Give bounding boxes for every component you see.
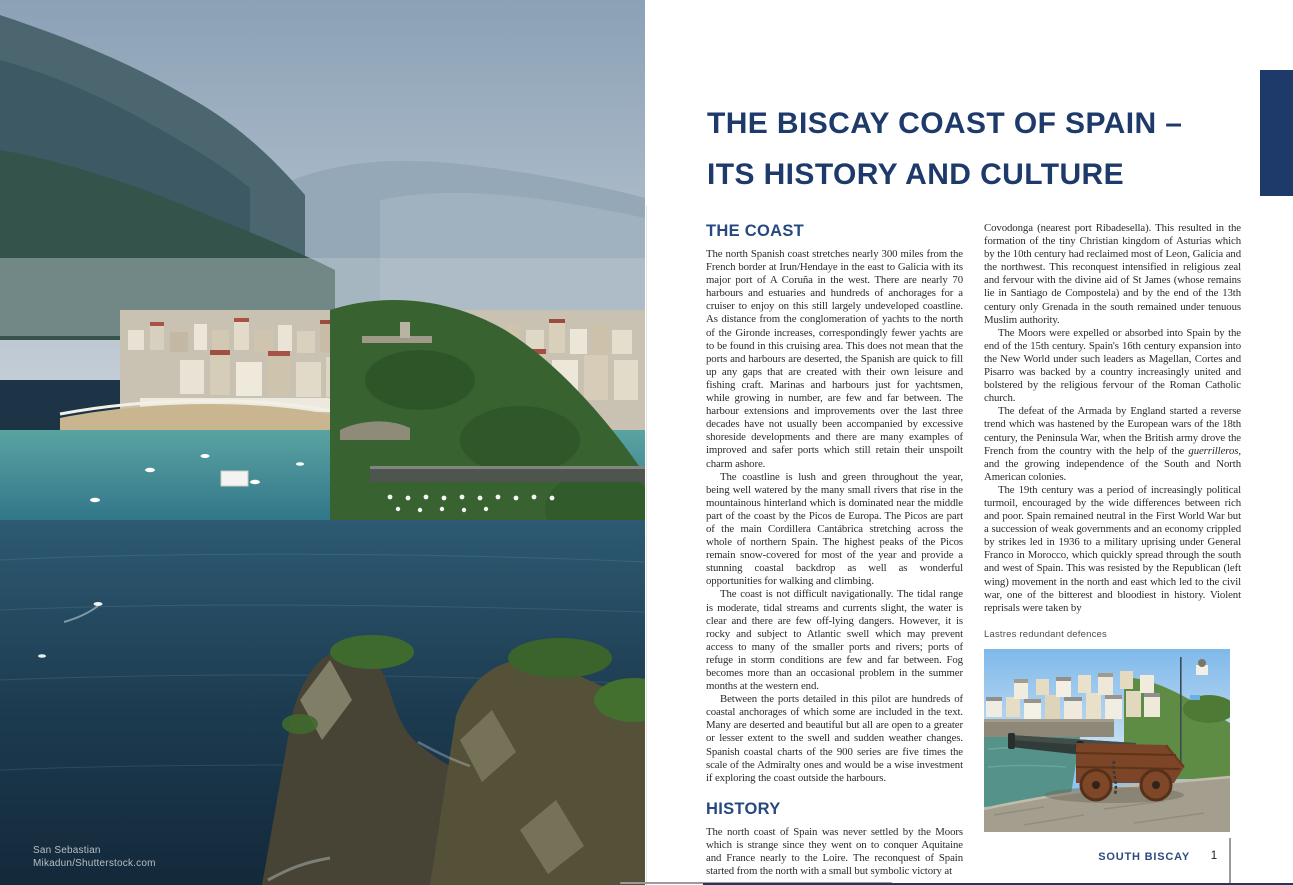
- page-title-line1: THE BISCAY COAST OF SPAIN –: [707, 107, 1183, 141]
- photo-credit: [33, 844, 156, 870]
- history-paragraph-1: The north coast of Spain was never settled by the Moors which is strange since they went on to conquer Aquitaine and France nearly to the Loire. The reconquest of Spain started from the north with a small but symbolic victory at: [706, 825, 963, 878]
- lastres-cannon-illustration: [984, 649, 1230, 832]
- history-paragraph-4-text: The defeat of the Armada by England started a reverse trend which was hastened by the European wars of the 18th century, the Peninsula War, when the British army drove the French from the country with the help of the: [984, 405, 1241, 457]
- footer-section-label: SOUTH BISCAY: [1098, 851, 1190, 863]
- page-title: [707, 98, 1247, 200]
- history-paragraph-4: [984, 405, 1241, 484]
- chapter-corner-tab: [1260, 70, 1293, 196]
- history-paragraph-3: The Moors were expelled or absorbed into Spain by the end of the 15th century. Spain's 16th century expansion into the New World under such leaders as Magellan, Cortes and Pisarro was backed by a country increasingly united and bolstered by the religious fervour of the Roman Catholic church.: [984, 326, 1241, 405]
- footer-divider-bar: [1229, 838, 1231, 885]
- san-sebastian-photo: [0, 0, 645, 885]
- text-column-1: [706, 222, 963, 878]
- coast-paragraph-1: The north Spanish coast stretches nearly 300 miles from the French border at Irun/Hendaye in the east to Galicia with its major port of A Coruña in the west. There are nearly 70 harbours and estuaries and hundreds of anchorages for a cruiser to enjoy on this still largely undeveloped coastline. As distance from the conglomeration of yachts to the north of the Gironde increases, correspondingly fewer yachts are to be found in this cruising area. This does not mean that the ports and harbours are deserted, the Spanish are quick to fill up any gaps that are created with their own leisure and fishing craft. Marinas and harbours just for yachtsmen, while growing in number, are few and far between. The harbour extensions and improvements over the last three decades have not usually been accompanied by excessive shoreside developments and there are many examples of improved and safer ports which still retain their unspoilt charm ashore.: [706, 248, 963, 470]
- history-paragraph-5: The 19th century was a period of increasingly political turmoil, encouraged by the wide differences between rich and poor. Spain remained neutral in the First World War but a succession of weak governments and an economy crippled by strikes led in 1936 to a military uprising under General Franco in Morocco, which quickly spread through the south and west of Spain. This was resisted by the Republican (left wing) movement in the north and east which led to the civil war, one of the bitterest and bloodiest in history. Violent reprisals were taken by: [984, 483, 1241, 614]
- text-column-2: [984, 222, 1241, 832]
- page-right-edge-line: [646, 205, 647, 885]
- coast-paragraph-3: The coast is not difficult navigationally. The tidal range is moderate, tidal streams and currents slight, the water is clear and there are few off-lying dangers. However, it is rocky and subject to Atlantic swell which may prevent access to many of the smaller ports and rivers; ports of refuge in storm conditions are few and far between. Fog becomes more than an occasional problem in the summer months at the western end.: [706, 588, 963, 693]
- lastres-cannon-photo: [984, 649, 1230, 832]
- figure-caption: Lastres redundant defences: [984, 628, 1107, 640]
- san-sebastian-photo-illustration: [0, 0, 645, 885]
- section-heading-coast: THE COAST: [706, 222, 805, 240]
- lastres-figure: [984, 628, 1230, 832]
- history-paragraph-2: Covodonga (nearest port Ribadesella). This resulted in the formation of the tiny Christian kingdom of Asturias which by the 10th century had reclaimed most of Leon, Galicia and the northwest. This reconquest intensified in religious zeal and fervour with the divine aid of St James (whose remains lie in Santiago de Compostela) and by the end of the 13th century only Grenada in the south remained under tenuous Muslim authority.: [984, 222, 1241, 326]
- history-paragraph-4-tail: , and the growing independence of the South and North American colonies.: [984, 444, 1241, 483]
- page-number: 1: [1210, 850, 1218, 862]
- coast-paragraph-2: The coastline is lush and green throughout the year, being well watered by the many small rivers that rise in the mountainous hinterland which is dominated near the middle part of the coast by the Picos de Europa. The Picos are part of the main Cordillera Cantábrica stretching across the whole of northern Spain. The highest peaks of the Picos remain snow-covered for most of the year and provide a stunning coastal backdrop as well as wonderful opportunities for walking and climbing.: [706, 470, 963, 588]
- photo-credit-source: Mikadun/Shutterstock.com: [33, 858, 156, 869]
- history-paragraph-4-italic: guerrilleros: [1188, 444, 1239, 457]
- page-title-line2: ITS HISTORY AND CULTURE: [707, 158, 1124, 192]
- coast-paragraph-4: Between the ports detailed in this pilot are hundreds of coastal anchorages of which some are included in the text. Many are deserted and beautiful but all are open to a greater or lesser extent to the swell and sudden weather changes. Spanish coastal charts of the 900 series are five times the scale of the Admiralty ones and would be a wise investment if exploring the coast outside the harbours.: [706, 693, 963, 784]
- section-heading-history: HISTORY: [706, 799, 781, 818]
- photo-credit-title: San Sebastian: [33, 845, 101, 856]
- right-page: [645, 0, 1293, 885]
